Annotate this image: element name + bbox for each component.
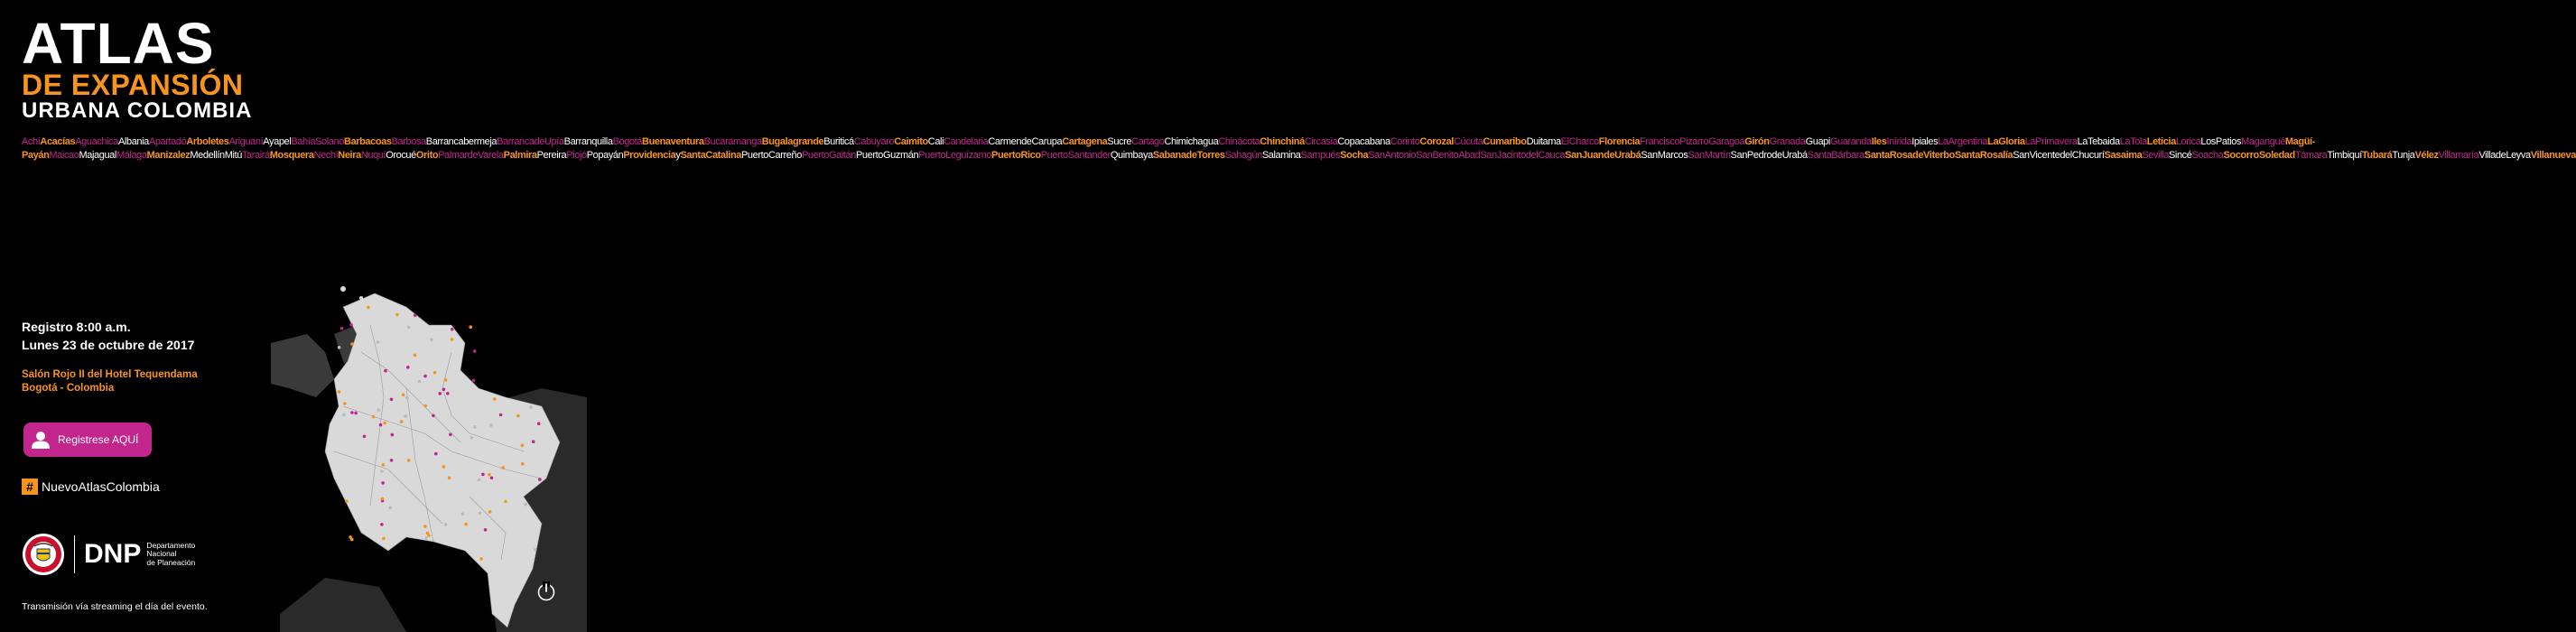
venue-city: Bogotá - Colombia: [22, 383, 115, 394]
city-name: Neira: [338, 150, 361, 161]
map-dot: [464, 523, 468, 526]
city-name: Quimbaya: [1110, 150, 1153, 161]
city-name: Cumaribo: [1483, 136, 1527, 147]
city-name: Timbiquí: [2327, 150, 2362, 161]
map-dot: [350, 411, 354, 414]
map-dot: [400, 420, 404, 423]
city-name: Socha: [1340, 150, 1369, 161]
map-dot: [406, 366, 410, 369]
map-dot: [433, 371, 437, 375]
city-name: Iles: [1871, 136, 1887, 147]
city-name: Providencia: [623, 150, 676, 161]
city-name: Soledad: [2258, 150, 2295, 161]
city-name: Cabuyaro: [853, 136, 895, 147]
city-name: Varela: [478, 150, 504, 161]
city-name: Corozal: [1419, 136, 1454, 147]
map-dot: [470, 436, 474, 440]
map-dot: [432, 414, 435, 418]
map-dot: [451, 338, 454, 341]
map-dot: [382, 537, 386, 541]
city-name: LaGloria: [1987, 136, 2025, 147]
city-name: Carmende: [988, 136, 1032, 147]
city-name: SanMartín: [1688, 150, 1731, 161]
city-list: [22, 135, 2576, 163]
city-name: Palmira: [503, 150, 537, 161]
dnp-sub-line2: Nacional: [146, 549, 177, 559]
city-name: Popayán: [586, 150, 624, 161]
city-name: Mosquera: [269, 150, 314, 161]
dnp-logo: DNP: [84, 539, 142, 569]
map-dot: [404, 414, 407, 418]
map-dot: [338, 346, 341, 349]
city-name: SanPedrodeUrabá: [1730, 150, 1808, 161]
map-dot: [405, 396, 409, 400]
map-dot: [343, 402, 347, 405]
city-name: VilladeLeyva: [2478, 150, 2531, 161]
map-dot: [449, 433, 452, 437]
title-atlas: ATLAS: [22, 11, 215, 76]
city-name: Leticia: [2146, 136, 2176, 147]
logo-separator: [74, 535, 75, 573]
map-dot: [340, 327, 344, 330]
city-name: Chimichagua: [1164, 136, 1219, 147]
map-dot: [504, 500, 507, 504]
title-urbana-colombia: URBANA COLOMBIA: [22, 98, 253, 123]
city-name: Palmarde: [438, 150, 479, 161]
city-name: SantaRosadeViterbo: [1864, 150, 1955, 161]
map-dot: [338, 390, 341, 394]
map-dot: [481, 473, 485, 477]
city-name: SanVicentedelChucurí: [2013, 150, 2105, 161]
city-name: Bugalagrande: [761, 136, 824, 147]
city-name: Sasaima: [2104, 150, 2143, 161]
city-name: Ariguaní: [228, 136, 264, 147]
city-name: Barrancabermeja: [425, 136, 498, 147]
hashtag-text: NuevoAtlasColombia: [42, 479, 160, 494]
city-name: Carupa: [1031, 136, 1063, 147]
map-dot: [444, 523, 448, 526]
city-name: Corinto: [1390, 136, 1420, 147]
city-name: Chinácota: [1218, 136, 1260, 147]
city-name: Piojó: [566, 150, 587, 161]
map-dot: [380, 523, 384, 526]
map-dot: [484, 528, 488, 532]
city-name: Candelaria: [944, 136, 989, 147]
map-dot: [402, 394, 405, 397]
city-name: Málaga: [116, 150, 147, 161]
map-dot: [469, 325, 472, 329]
map-dot: [354, 412, 358, 415]
city-name: Barbosa: [391, 136, 426, 147]
city-name: Sevilla: [2142, 150, 2169, 161]
city-name: PuertoLeguízamo: [918, 150, 992, 161]
map-dot: [414, 314, 417, 318]
map-dot: [390, 398, 394, 402]
city-name: Florencia: [1598, 136, 1641, 147]
title-expansion: DE EXPANSIÓN: [22, 69, 244, 101]
city-name: Socorro: [2223, 150, 2259, 161]
map-dot: [372, 415, 376, 419]
map-dot: [367, 306, 370, 310]
city-name: y: [675, 150, 681, 161]
city-name: Villanueva: [2530, 150, 2576, 161]
dnp-sub-line1: Departamento: [146, 540, 196, 550]
city-name: Girón: [1744, 136, 1770, 147]
colombia-map: [271, 271, 587, 632]
map-dot: [521, 443, 525, 447]
city-name: Guapi: [1805, 136, 1830, 147]
map-dot: [395, 313, 399, 317]
city-name: Lorica: [2175, 136, 2201, 147]
city-name: Magangué: [2241, 136, 2285, 147]
map-dot: [479, 512, 482, 516]
map-dot: [473, 425, 477, 429]
city-name: BarrancadeUpía: [497, 136, 564, 147]
city-name: Cartagena: [1062, 136, 1108, 147]
dnp-sub-line3: de Planeación: [146, 557, 196, 567]
map-dot: [384, 369, 387, 373]
map-dot: [390, 459, 394, 462]
map-dot: [516, 414, 520, 418]
map-dot: [524, 503, 527, 507]
city-name: Tubará: [2361, 150, 2393, 161]
city-name: SanBenitoAbad: [1416, 150, 1481, 161]
map-dot: [430, 339, 433, 342]
map-dot: [451, 328, 454, 331]
map-dot: [407, 459, 411, 462]
map-dot: [442, 465, 446, 469]
map-dot: [488, 473, 491, 477]
city-name: BahíaSolano: [291, 136, 344, 147]
city-name: Sucre: [1107, 136, 1132, 147]
city-name: Soacha: [2191, 150, 2224, 161]
register-label: Registrese AQUÍ: [58, 433, 139, 446]
city-name: Guaranda: [1829, 136, 1872, 147]
map-dot: [363, 435, 367, 439]
city-name: Aguachica: [75, 136, 118, 147]
map-dot: [537, 422, 541, 425]
map-dot: [521, 462, 525, 466]
power-icon[interactable]: [536, 581, 556, 601]
city-name: SantaCatalina: [680, 150, 741, 161]
map-dot: [391, 433, 395, 437]
republica-de-colombia-seal-icon: [22, 533, 65, 576]
map-dot: [493, 397, 497, 401]
map-dot: [350, 342, 354, 346]
city-name: Mitú: [224, 150, 242, 161]
event-info: [22, 318, 194, 354]
city-name: SantaBárbara: [1807, 150, 1865, 161]
dnp-subtitle: [146, 542, 195, 568]
city-name: Manizalez: [146, 150, 191, 161]
footer-note: Transmisión vía streaming el día del evento.: [22, 601, 208, 612]
city-name: PuertoSantander: [1040, 150, 1111, 161]
title-block: [22, 11, 253, 123]
city-name: Garagoa: [1708, 136, 1745, 147]
map-dot: [461, 512, 465, 516]
hashtag-icon: #: [22, 479, 38, 495]
venue-info: [22, 368, 198, 395]
map-dot: [380, 469, 384, 473]
city-name: Sahagún: [1224, 150, 1262, 161]
map-dot: [379, 423, 383, 427]
city-name: Cartago: [1131, 136, 1165, 147]
city-name: Tunja: [2392, 150, 2415, 161]
city-name: Bogotá: [612, 136, 643, 147]
map-dot: [350, 538, 354, 542]
map-dot: [345, 499, 349, 503]
city-name: Nechí: [313, 150, 339, 161]
map-dot: [423, 404, 427, 408]
city-name: Buriticá: [823, 136, 854, 147]
city-name: SanJacintodelCauca: [1480, 150, 1566, 161]
map-dot: [381, 497, 385, 501]
city-name: Arboletes: [186, 136, 229, 147]
city-name: SanAntonio: [1368, 150, 1417, 161]
city-name: Acacías: [40, 136, 76, 147]
map-dot: [479, 557, 483, 561]
venue-name: Salón Rojo II del Hotel Tequendama: [22, 369, 198, 380]
city-name: Maicao: [49, 150, 79, 161]
map-dot: [407, 326, 411, 330]
user-icon: [23, 423, 58, 457]
city-name: Tarairá: [241, 150, 270, 161]
city-name: Caimito: [894, 136, 928, 147]
city-name: SabanadeTorres: [1152, 150, 1225, 161]
map-dot: [377, 408, 381, 412]
city-name: Vélez: [2414, 150, 2439, 161]
city-name: Ayapel: [263, 136, 292, 147]
map-dot: [414, 354, 417, 358]
city-name: Orocué: [386, 150, 416, 161]
map-dot: [446, 392, 450, 395]
city-name: Albania: [118, 136, 149, 147]
map-dot: [499, 414, 503, 417]
city-name: Inírida: [1886, 136, 1912, 147]
map-dot: [490, 477, 494, 480]
city-name: Villamaría: [2438, 150, 2479, 161]
city-name: Nuquí: [360, 150, 386, 161]
event-date: Lunes 23 de octubre de 2017: [22, 338, 195, 352]
city-name: Achí: [22, 136, 41, 147]
map-dot: [472, 379, 476, 383]
map-dot: [478, 479, 481, 482]
map-dot: [439, 392, 442, 395]
city-name: Barranquilla: [563, 136, 613, 147]
city-name: Orito: [415, 150, 439, 161]
map-dot: [418, 380, 422, 384]
city-name: Barbacoas: [343, 136, 392, 147]
city-name: SanMarcos: [1641, 150, 1688, 161]
city-name: SanJuandeUrabá: [1565, 150, 1641, 161]
city-name: Sampués: [1300, 150, 1341, 161]
city-name: Copacabana: [1337, 136, 1390, 147]
city-name: Cali: [927, 136, 944, 147]
register-button[interactable]: [23, 423, 152, 457]
city-name: Chinchiná: [1260, 136, 1305, 147]
city-name: Salamina: [1261, 150, 1301, 161]
hashtag: [22, 479, 160, 495]
map-dot: [381, 481, 385, 485]
city-name: Magüí-Payán: [22, 136, 2315, 161]
city-name: LosPatios: [2200, 136, 2242, 147]
map-dot: [423, 525, 427, 528]
map-dot: [423, 375, 427, 378]
map-dot: [444, 378, 448, 382]
registration-time: Registro 8:00 a.m.: [22, 320, 131, 334]
map-dot: [448, 476, 451, 479]
city-name: LaPrimavera: [2024, 136, 2078, 147]
logos: [22, 533, 195, 576]
city-name: Majagual: [79, 150, 116, 161]
map-dot: [426, 532, 430, 535]
city-name: PuertoCarreño: [741, 150, 802, 161]
map-dot: [383, 422, 386, 425]
city-name: Circasia: [1304, 136, 1338, 147]
map-dot: [532, 440, 535, 443]
city-name: Apartadó: [148, 136, 187, 147]
city-name: Bucaramanga: [703, 136, 762, 147]
city-name: PuertoRico: [991, 150, 1041, 161]
map-dot: [538, 478, 542, 481]
map-dot: [529, 405, 533, 409]
city-name: Granada: [1769, 136, 1806, 147]
city-name: ElCharco: [1560, 136, 1599, 147]
map-dot: [442, 388, 446, 392]
city-name: Pereira: [536, 150, 567, 161]
city-name: Medellín: [190, 150, 225, 161]
map-dot: [349, 323, 353, 327]
map-dot: [434, 452, 438, 456]
map-dot: [377, 340, 380, 344]
city-name: Ipiales: [1911, 136, 1939, 147]
city-name: Duitama: [1526, 136, 1561, 147]
map-dot: [342, 414, 346, 417]
city-name: FranciscoPizarro: [1640, 136, 1709, 147]
city-name: LaTebaida: [2077, 136, 2120, 147]
city-name: PuertoGaitán: [801, 150, 856, 161]
city-name: PuertoGuzmán: [855, 150, 919, 161]
city-name: Támara: [2294, 150, 2328, 161]
map-dot: [382, 463, 386, 467]
city-name: Sincé: [2168, 150, 2192, 161]
map-dot: [502, 466, 506, 469]
map-dot: [388, 507, 392, 510]
city-name: SantaRosalía: [1954, 150, 2013, 161]
map-dot: [424, 536, 428, 540]
map-dot: [488, 510, 492, 514]
city-name: Cúcuta: [1453, 136, 1483, 147]
map-dot: [534, 548, 537, 552]
map-dot: [489, 423, 493, 427]
city-name: LaArgentina: [1938, 136, 1988, 147]
map-dot: [473, 349, 477, 353]
city-name: Buenaventura: [642, 136, 704, 147]
city-name: LaTola: [2119, 136, 2147, 147]
